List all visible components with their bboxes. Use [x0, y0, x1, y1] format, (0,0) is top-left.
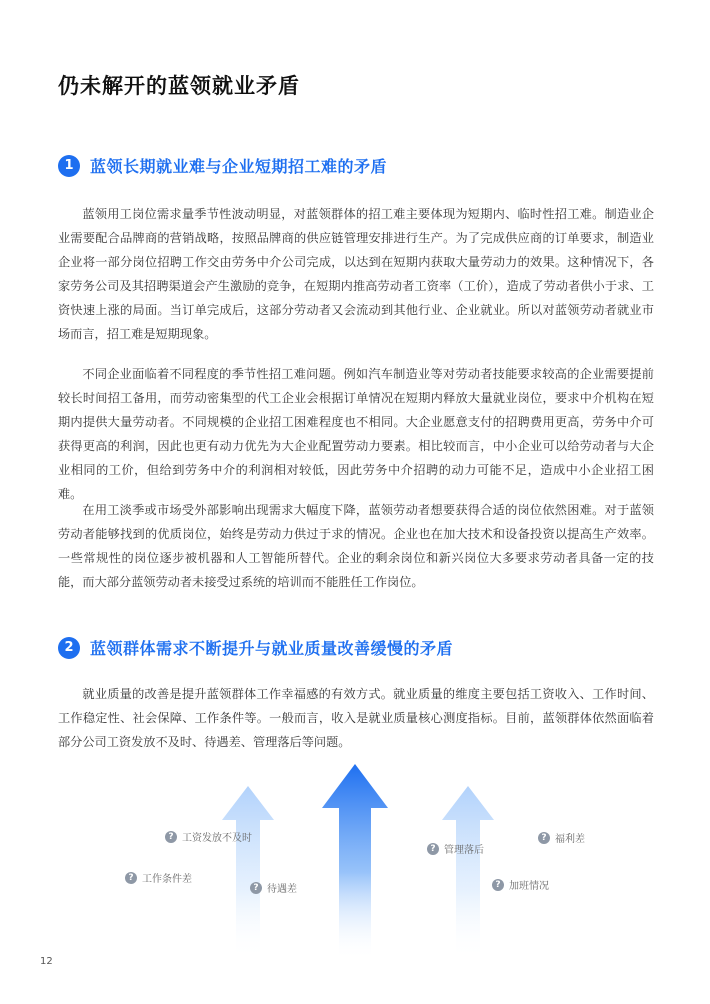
- question-icon: ?: [250, 882, 262, 894]
- question-icon: ?: [492, 879, 504, 891]
- section-number-badge: 1: [58, 155, 80, 177]
- page-title: 仍未解开的蓝领就业矛盾: [58, 74, 300, 98]
- rising-arrows-illustration: [0, 760, 710, 960]
- question-icon: ?: [427, 843, 439, 855]
- problem-tag: ? 工资发放不及时: [165, 829, 252, 844]
- arrow-center-icon: [322, 764, 388, 960]
- section-title: 蓝领群体需求不断提升与就业质量改善缓慢的矛盾: [90, 639, 454, 658]
- problem-tag: ? 加班情况: [492, 877, 549, 892]
- arrow-graphic: [0, 760, 710, 960]
- question-icon: ?: [165, 831, 177, 843]
- page-number: 12: [40, 956, 53, 967]
- paragraph: 不同企业面临着不同程度的季节性招工难问题。例如汽车制造业等对劳动者技能要求较高的企业需要提前较长时间招工备用，而劳动密集型的代工企业会根据订单情况在短期内释放大量就业岗位，要求中介机构在短期内提供大量劳动者。不同规模的企业招工困难程度也不相同。大企业愿意支付的招聘费用更高，劳务中介可获得更高的利润，因此也更有动力优先为大企业配置劳动力要素。相比较而言，中小企业可以给劳动者与大企业相同的工价，但给到劳务中介的利润相对较低，因此劳务中介招聘的动力可能不足，造成中小企业招工困难。: [58, 367, 654, 501]
- problem-tag: ? 管理落后: [427, 841, 484, 856]
- section-heading-2: [58, 636, 453, 659]
- problem-tag: ? 福利差: [538, 830, 585, 845]
- problem-tag: ? 待遇差: [250, 880, 297, 895]
- problem-tag: ? 工作条件差: [125, 870, 192, 885]
- paragraph: 在用工淡季或市场受外部影响出现需求大幅度下降，蓝领劳动者想要获得合适的岗位依然困难。对于蓝领劳动者能够找到的优质岗位，始终是劳动力供过于求的情况。企业也在加大技术和设备投资以提高生产效率。一些常规性的岗位逐步被机器和人工智能所替代。企业的剩余岗位和新兴岗位大多要求劳动者具备一定的技能，而大部分蓝领劳动者未接受过系统的培训而不能胜任工作岗位。: [58, 503, 654, 589]
- question-icon: ?: [125, 872, 137, 884]
- paragraph: 就业质量的改善是提升蓝领群体工作幸福感的有效方式。就业质量的维度主要包括工资收入、工作时间、工作稳定性、社会保障、工作条件等。一般而言，收入是就业质量核心测度指标。目前，蓝领群体依然面临着部分公司工资发放不及时、待遇差、管理落后等问题。: [58, 687, 654, 749]
- section-title: 蓝领长期就业难与企业短期招工难的矛盾: [90, 157, 388, 176]
- section-number-badge: 2: [58, 637, 80, 659]
- paragraph: 蓝领用工岗位需求量季节性波动明显，对蓝领群体的招工难主要体现为短期内、临时性招工难。制造业企业需要配合品牌商的营销战略，按照品牌商的供应链管理安排进行生产。为了完成供应商的订单要求，制造业企业将一部分岗位招聘工作交由劳务中介公司完成，以达到在短期内获取大量劳动力的效果。这种情况下，各家劳务公司及其招聘渠道会产生激励的竞争，在短期内推高劳动者工资率（工价），造成了劳动者供小于求、工资快速上涨的局面。当订单完成后，这部分劳动者又会流动到其他行业、企业就业。所以对蓝领劳动者就业市场而言，招工难是短期现象。: [58, 207, 654, 341]
- section-heading-1: [58, 154, 387, 177]
- arrow-left-icon: [222, 786, 274, 960]
- question-icon: ?: [538, 832, 550, 844]
- arrow-right-icon: [442, 786, 494, 960]
